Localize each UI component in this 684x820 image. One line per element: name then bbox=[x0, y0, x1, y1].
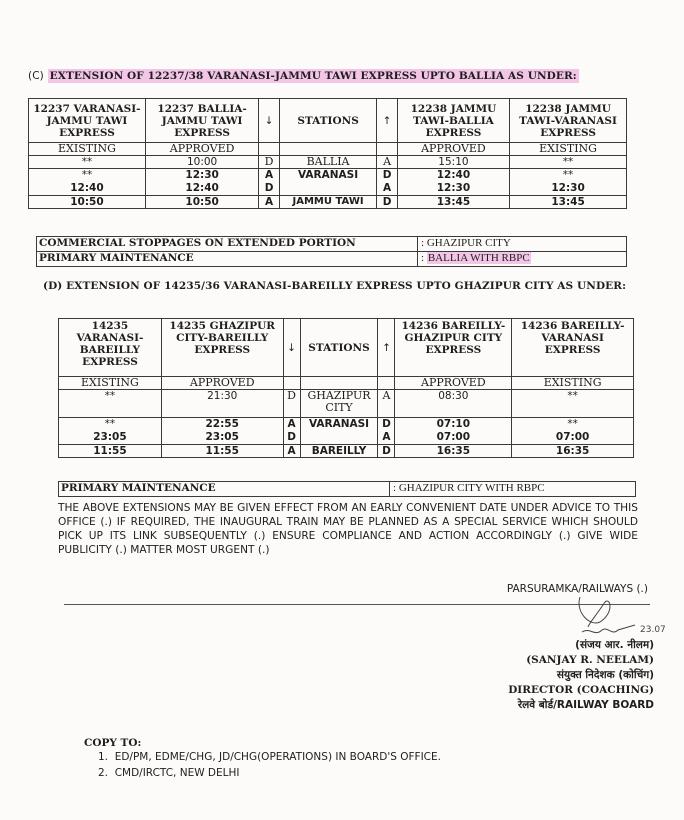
status-cell bbox=[377, 143, 397, 156]
arr-dep-cell: A bbox=[378, 390, 395, 418]
arr-dep-value: D bbox=[264, 182, 274, 194]
arr-dep-cell bbox=[377, 169, 397, 196]
arr-dep-value: D bbox=[382, 418, 391, 430]
up-arrow-icon: ↑ bbox=[378, 319, 395, 377]
time-cell: 16:35 bbox=[512, 445, 634, 458]
time-cell: ** bbox=[512, 390, 634, 418]
time-cell: ** bbox=[510, 156, 627, 169]
arr-dep-cell: A bbox=[259, 196, 279, 209]
station-cell: VARANASI bbox=[300, 418, 378, 445]
section-d-heading bbox=[43, 280, 633, 293]
arr-dep-cell: A bbox=[377, 156, 397, 169]
arr-dep-cell: D bbox=[259, 156, 279, 169]
table-row bbox=[59, 445, 634, 458]
time-cell: 11:55 bbox=[161, 445, 283, 458]
header-train-14235-existing: 14235 VARANASI-BAREILLY EXPRESS bbox=[59, 319, 162, 377]
primary-maintenance-row-d bbox=[58, 481, 636, 497]
status-cell bbox=[279, 143, 377, 156]
time-cell: 16:35 bbox=[395, 445, 512, 458]
status-cell: APPROVED bbox=[395, 377, 512, 390]
header-stations: STATIONS bbox=[300, 319, 378, 377]
down-arrow-icon: ↓ bbox=[283, 319, 300, 377]
status-cell bbox=[283, 377, 300, 390]
status-cell bbox=[378, 377, 395, 390]
time-value: ** bbox=[562, 169, 574, 181]
status-cell: EXISTING bbox=[59, 377, 162, 390]
time-value: 23:05 bbox=[205, 431, 239, 443]
signatory-designation: DIRECTOR (COACHING) bbox=[508, 684, 654, 696]
down-arrow-icon: ↓ bbox=[259, 99, 279, 143]
sender-line: PARSURAMKA/RAILWAYS (.) bbox=[506, 583, 648, 595]
section-c-timetable bbox=[28, 98, 627, 209]
time-value: 12:40 bbox=[70, 182, 104, 194]
header-train-12237-existing: 12237 VARANASI-JAMMU TAWI EXPRESS bbox=[29, 99, 146, 143]
time-value: 12:30 bbox=[551, 182, 585, 194]
up-arrow-icon: ↑ bbox=[377, 99, 397, 143]
section-c-prefix: (C) bbox=[28, 70, 44, 82]
section-c-title: EXTENSION OF 12237/38 VARANASI-JAMMU TAWI EXPRESS UPTO BALLIA AS UNDER: bbox=[49, 70, 577, 82]
time-cell: 11:55 bbox=[59, 445, 162, 458]
time-value: 07:00 bbox=[436, 431, 471, 443]
header-train-14235-approved: 14235 GHAZIPUR CITY-BAREILLY EXPRESS bbox=[161, 319, 283, 377]
table-row bbox=[59, 390, 634, 418]
arr-dep-value: D bbox=[287, 431, 296, 443]
arr-dep-cell: D bbox=[283, 390, 300, 418]
station-cell: JAMMU TAWI bbox=[279, 196, 377, 209]
time-cell-group bbox=[395, 418, 512, 445]
primary-maintenance-value: BALLIA WITH RBPC bbox=[427, 252, 530, 264]
header-train-12238-approved: 12238 JAMMU TAWI-BALLIA EXPRESS bbox=[397, 99, 509, 143]
section-d-timetable bbox=[58, 318, 634, 458]
arr-dep-cell bbox=[259, 169, 279, 196]
time-cell-group bbox=[59, 418, 162, 445]
header-train-14236-approved: 14236 BAREILLY-GHAZIPUR CITY EXPRESS bbox=[395, 319, 512, 377]
info-value bbox=[417, 252, 626, 266]
info-separator: : bbox=[393, 482, 397, 494]
time-cell: 15:10 bbox=[397, 156, 509, 169]
time-cell: 13:45 bbox=[397, 196, 509, 209]
commercial-stoppages-value: GHAZIPUR CITY bbox=[426, 237, 511, 249]
station-cell: BAREILLY bbox=[300, 445, 378, 458]
status-cell: APPROVED bbox=[161, 377, 283, 390]
status-cell: EXISTING bbox=[512, 377, 634, 390]
time-value: 23:05 bbox=[93, 431, 127, 443]
time-cell-group bbox=[512, 418, 634, 445]
time-value: 07:10 bbox=[436, 418, 471, 430]
station-cell: GHAZIPUR CITY bbox=[300, 390, 378, 418]
time-value: 12:30 bbox=[185, 169, 219, 181]
status-row bbox=[29, 143, 627, 156]
time-value: 22:55 bbox=[205, 418, 239, 430]
time-cell: ** bbox=[29, 156, 146, 169]
time-cell: 21:30 bbox=[161, 390, 283, 418]
info-label: PRIMARY MAINTENANCE bbox=[61, 482, 216, 494]
info-separator: : bbox=[421, 237, 425, 249]
time-cell: 10:50 bbox=[145, 196, 258, 209]
arr-dep-cell: D bbox=[378, 445, 395, 458]
signature-icon bbox=[560, 592, 670, 642]
station-cell: BALLIA bbox=[279, 156, 377, 169]
signature-date: 23.07 bbox=[640, 625, 666, 635]
copy-to-section bbox=[84, 737, 441, 781]
signatory-office: रेलवे बोर्ड/RAILWAY BOARD bbox=[517, 699, 654, 711]
table-row bbox=[29, 196, 627, 209]
status-cell: EXISTING bbox=[510, 143, 627, 156]
arr-dep-cell: D bbox=[377, 196, 397, 209]
info-label: COMMERCIAL STOPPAGES ON EXTENDED PORTION bbox=[39, 237, 356, 249]
copy-to-heading: COPY TO: bbox=[84, 737, 142, 749]
time-value: 12:40 bbox=[185, 182, 219, 194]
time-cell-group bbox=[510, 169, 627, 196]
primary-maintenance-row bbox=[36, 251, 627, 267]
time-value: 12:40 bbox=[436, 169, 471, 181]
arr-dep-value: A bbox=[382, 431, 391, 443]
arr-dep-value: A bbox=[287, 418, 296, 430]
arr-dep-value: A bbox=[382, 182, 392, 194]
time-cell-group bbox=[145, 169, 258, 196]
status-cell: EXISTING bbox=[29, 143, 146, 156]
header-train-12238-existing: 12238 JAMMU TAWI-VARANASI EXPRESS bbox=[510, 99, 627, 143]
time-cell: 10:50 bbox=[29, 196, 146, 209]
header-train-12237-approved: 12237 BALLIA-JAMMU TAWI EXPRESS bbox=[145, 99, 258, 143]
table-row bbox=[29, 156, 627, 169]
time-cell-group bbox=[29, 169, 146, 196]
table-row bbox=[59, 418, 634, 445]
time-value: 07:00 bbox=[555, 431, 590, 443]
info-value bbox=[417, 237, 626, 251]
station-cell: VARANASI bbox=[279, 169, 377, 196]
section-c-heading bbox=[28, 70, 579, 82]
primary-maintenance-value: GHAZIPUR CITY WITH RBPC bbox=[398, 482, 545, 494]
time-value: 12:30 bbox=[436, 182, 471, 194]
header-train-14236-existing: 14236 BAREILLY-VARANASI EXPRESS bbox=[512, 319, 634, 377]
signatory-name: (SANJAY R. NEELAM) bbox=[526, 654, 654, 666]
commercial-stoppages-row bbox=[36, 236, 627, 251]
table-row bbox=[29, 169, 627, 196]
time-value: ** bbox=[81, 169, 93, 181]
status-cell bbox=[300, 377, 378, 390]
info-separator: : bbox=[421, 252, 425, 264]
signature-block bbox=[508, 638, 654, 713]
instruction-paragraph: THE ABOVE EXTENSIONS MAY BE GIVEN EFFECT FROM AN EARLY CONVENIENT DATE UNDER ADVICE TO THIS OFFICE (.) IF REQUIRED, THE INAUGURAL TRAIN MAY BE PLANNED AS A SPECIAL SERVICE WHICH SHOULD PICK UP ITS LINK SUBSEQUENTLY (.) ENSURE COMPLIANCE AND ACTION ACCORDINGLY (.) GIVE WIDE PUBLICITY (.) MATTER MOST URGENT (.) bbox=[58, 502, 638, 556]
arr-dep-cell: A bbox=[283, 445, 300, 458]
status-cell: APPROVED bbox=[397, 143, 509, 156]
time-cell: ** bbox=[59, 390, 162, 418]
time-value: ** bbox=[567, 418, 578, 430]
status-cell bbox=[259, 143, 279, 156]
time-cell: 08:30 bbox=[395, 390, 512, 418]
time-value: ** bbox=[104, 418, 116, 430]
arr-dep-cell bbox=[283, 418, 300, 445]
time-cell: 13:45 bbox=[510, 196, 627, 209]
time-cell-group bbox=[161, 418, 283, 445]
status-cell: APPROVED bbox=[145, 143, 258, 156]
arr-dep-value: D bbox=[382, 169, 392, 181]
info-label: PRIMARY MAINTENANCE bbox=[39, 252, 194, 264]
time-cell-group bbox=[397, 169, 509, 196]
info-value bbox=[389, 482, 635, 496]
signatory-name-hindi: (संजय आर. नीलम) bbox=[575, 639, 654, 651]
section-d-title: (D) EXTENSION OF 14235/36 VARANASI-BAREILLY EXPRESS UPTO GHAZIPUR CITY AS UNDER: bbox=[43, 280, 627, 292]
status-row bbox=[59, 377, 634, 390]
header-stations: STATIONS bbox=[279, 99, 377, 143]
arr-dep-cell bbox=[378, 418, 395, 445]
time-cell: 10:00 bbox=[145, 156, 258, 169]
arr-dep-value: A bbox=[264, 169, 274, 181]
copy-to-item: 2. CMD/IRCTC, NEW DELHI bbox=[98, 767, 240, 779]
copy-to-item: 1. ED/PM, EDME/CHG, JD/CHG(OPERATIONS) IN BOARD'S OFFICE. bbox=[98, 751, 441, 763]
signatory-designation-hindi: संयुक्त निदेशक (कोचिंग) bbox=[556, 669, 654, 681]
